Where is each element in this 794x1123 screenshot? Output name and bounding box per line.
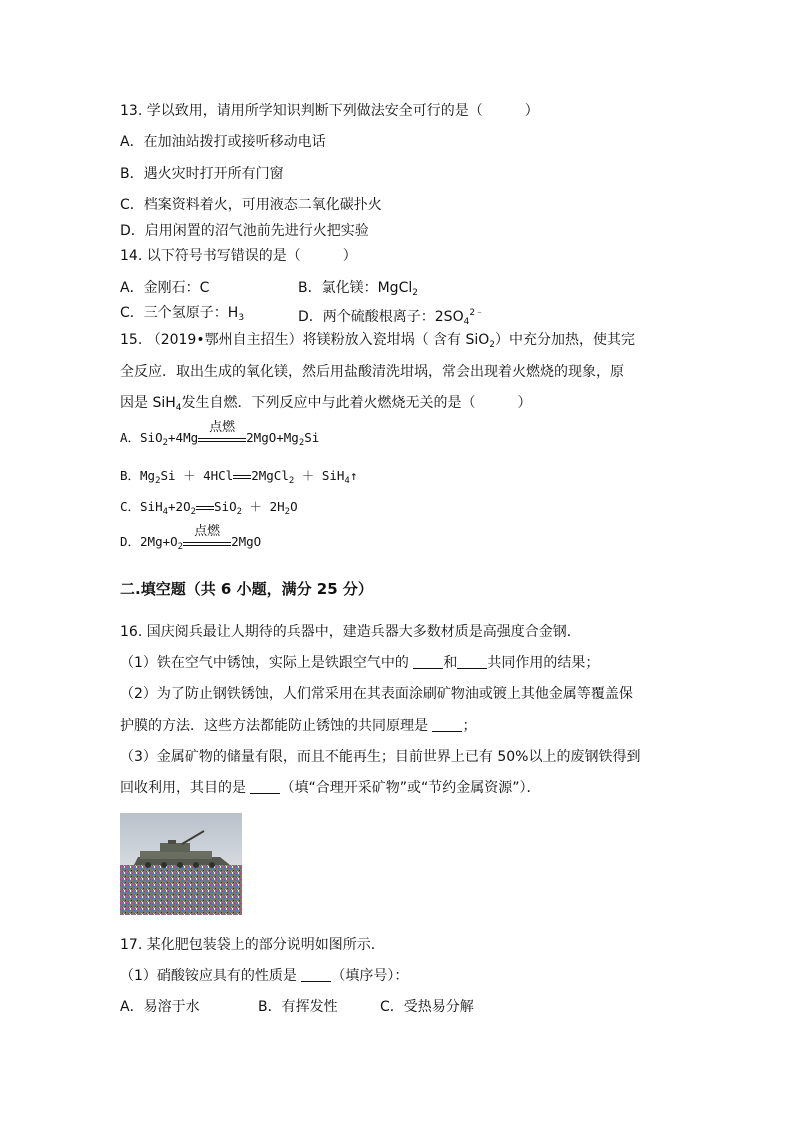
q14-option-a	[120, 278, 209, 298]
q15d-s1: 2	[177, 542, 184, 552]
q13-option-d: D．启用闲置的沼气池前先进行火把实验	[120, 223, 369, 239]
q15c-t6: ＋ 2H	[242, 499, 285, 514]
q15-l1a: 15. （2019•鄂州自主招生）将镁粉放入瓷坩埚（ 含有 SiO	[120, 332, 490, 348]
q16-part2-line1: （2）为了防止钢铁锈蚀，人们常采用在其表面涂刷矿物油或镀上其他金属等覆盖保	[120, 686, 633, 702]
q14-option-d	[298, 303, 484, 332]
q15-option-a	[120, 420, 320, 453]
q17p1a: （1）硝酸铵应具有的性质是	[120, 968, 302, 984]
answer-blank[interactable]	[301, 967, 331, 982]
q15c-t2: +2O	[168, 499, 191, 514]
q15-stem-line1	[120, 330, 635, 355]
q14-option-b	[298, 278, 418, 303]
q17-stem: 17. 某化肥包装袋上的部分说明如图所示．	[120, 937, 385, 953]
reaction-condition-arrow	[183, 524, 231, 552]
q15c-t4: SiO	[214, 499, 237, 514]
q13-option-b: B．遇火灾时打开所有门窗	[120, 166, 284, 182]
q13-option-a: A．在加油站拨打或接听移动电话	[120, 134, 326, 150]
q16p3a: 回收利用，其目的是	[120, 780, 251, 796]
q14-c-subscript: 3	[238, 313, 245, 323]
q15a-s1: 2	[162, 438, 169, 448]
q17-option-a: A．易溶于水	[120, 999, 200, 1015]
q15c-t0: C．SiH	[120, 499, 163, 514]
q15c-s1: 4	[162, 507, 169, 517]
q16p2b: ；	[462, 718, 477, 734]
q15c-t8: O	[290, 499, 298, 514]
q13-option-c: C．档案资料着火，可用液态二氧化碳扑火	[120, 197, 382, 213]
q15b-t5: ＋ SiH	[294, 468, 345, 483]
q15c-s7: 2	[284, 507, 291, 517]
q15b-t2: Si ＋ 4HCl	[160, 468, 234, 483]
q16p2a: 护膜的方法．这些方法都能防止锈蚀的共同原理是	[120, 718, 433, 734]
q16-part1	[120, 653, 599, 673]
q13-stem: 13. 学以致用，请用所学知识判断下列做法安全可行的是（ ）	[120, 103, 539, 119]
q15a-s4: 2	[298, 438, 305, 448]
condition-label: 点燃	[194, 524, 221, 539]
q15a-t0: A．SiO	[120, 430, 163, 445]
tank-illustration	[120, 813, 242, 915]
q17-part1	[120, 966, 408, 986]
section-heading: 二.填空题（共 6 小题，满分 25 分）	[120, 580, 373, 598]
q15a-t2: +4Mg	[168, 430, 199, 445]
q15b-s6: 4	[344, 476, 350, 486]
q14-d-superscript: 2﹣	[469, 308, 485, 318]
q15d-t2: 2MgO	[231, 534, 262, 549]
equals-sign	[196, 497, 214, 517]
q15a-t3: 2MgO+Mg	[246, 430, 299, 445]
q17-option-b: B．有挥发性	[258, 999, 338, 1015]
armored-vehicle-photo	[120, 813, 242, 915]
q15b-s1: 2	[155, 476, 161, 486]
q15c-s5: 2	[236, 507, 243, 517]
q15-l3b: 发生自燃．下列反应中与此着火燃烧无关的是（ ）	[181, 395, 532, 411]
q15-option-d	[120, 524, 262, 557]
q14-b-text: B．氯化镁：MgCl	[298, 280, 413, 296]
q15-option-b	[120, 466, 357, 491]
q15a-t5: Si	[304, 430, 320, 445]
q15c-s3: 2	[190, 507, 197, 517]
q14-b-subscript: 2	[412, 288, 418, 298]
q16-stem: 16. 国庆阅兵最让人期待的兵器中，建造兵器大多数材质是高强度合金钢．	[120, 624, 581, 640]
q15-stem-line3	[120, 393, 532, 418]
q15-stem-line2: 全反应．取出生成的氧化镁，然后用盐酸清洗坩埚，常会出现着火燃烧的现象，原	[120, 364, 624, 380]
q14-stem: 14. 以下符号书写错误的是（ ）	[120, 248, 357, 264]
q15-option-c	[120, 497, 298, 522]
q15-l1b: ）中充分加热，使其完	[495, 332, 636, 348]
q15-l3-sub: 4	[175, 403, 182, 413]
q16p1c: 共同作用的结果；	[487, 655, 600, 671]
q14-option-c	[120, 303, 244, 328]
answer-blank[interactable]	[413, 654, 443, 669]
q14-c-text: C．三个氢原子：H	[120, 305, 239, 321]
q16p1b: 和	[443, 655, 458, 671]
q15b-s4: 2	[288, 476, 295, 486]
q15-l1-sub: 2	[489, 340, 496, 350]
answer-blank[interactable]	[432, 717, 462, 732]
answer-blank[interactable]	[250, 779, 280, 794]
q17-option-c: C．受热易分解	[380, 999, 474, 1015]
q15d-t0: D．2Mg+O	[120, 534, 178, 549]
q17p1b: （填序号）：	[331, 968, 409, 984]
reaction-condition-arrow	[198, 420, 246, 448]
q15b-t3: 2MgCl	[251, 468, 289, 483]
q16p1a: （1）铁在空气中锈蚀，实际上是铁跟空气中的	[120, 655, 414, 671]
q16-part2-line2	[120, 716, 476, 736]
q14-d-subscript: 4	[463, 317, 470, 327]
q14-a-text: A．金刚石：C	[120, 280, 210, 296]
answer-blank[interactable]	[457, 654, 487, 669]
q16-part3-line2	[120, 778, 540, 798]
q15b-t7: ↑	[349, 468, 358, 483]
q16p3b: （填“合理开采矿物”或“节约金属资源”）．	[280, 780, 541, 796]
q14-d-text: D．两个硫酸根离子：2SO	[298, 309, 464, 325]
q15-l3a: 因是 SiH	[120, 395, 176, 411]
condition-label: 点燃	[209, 420, 236, 435]
equals-sign	[233, 466, 251, 486]
q15b-t0: B．Mg	[120, 468, 156, 483]
q16-part3-line1: （3）金属矿物的储量有限，而且不能再生；目前世界上已有 50%以上的废钢铁得到	[120, 749, 641, 765]
